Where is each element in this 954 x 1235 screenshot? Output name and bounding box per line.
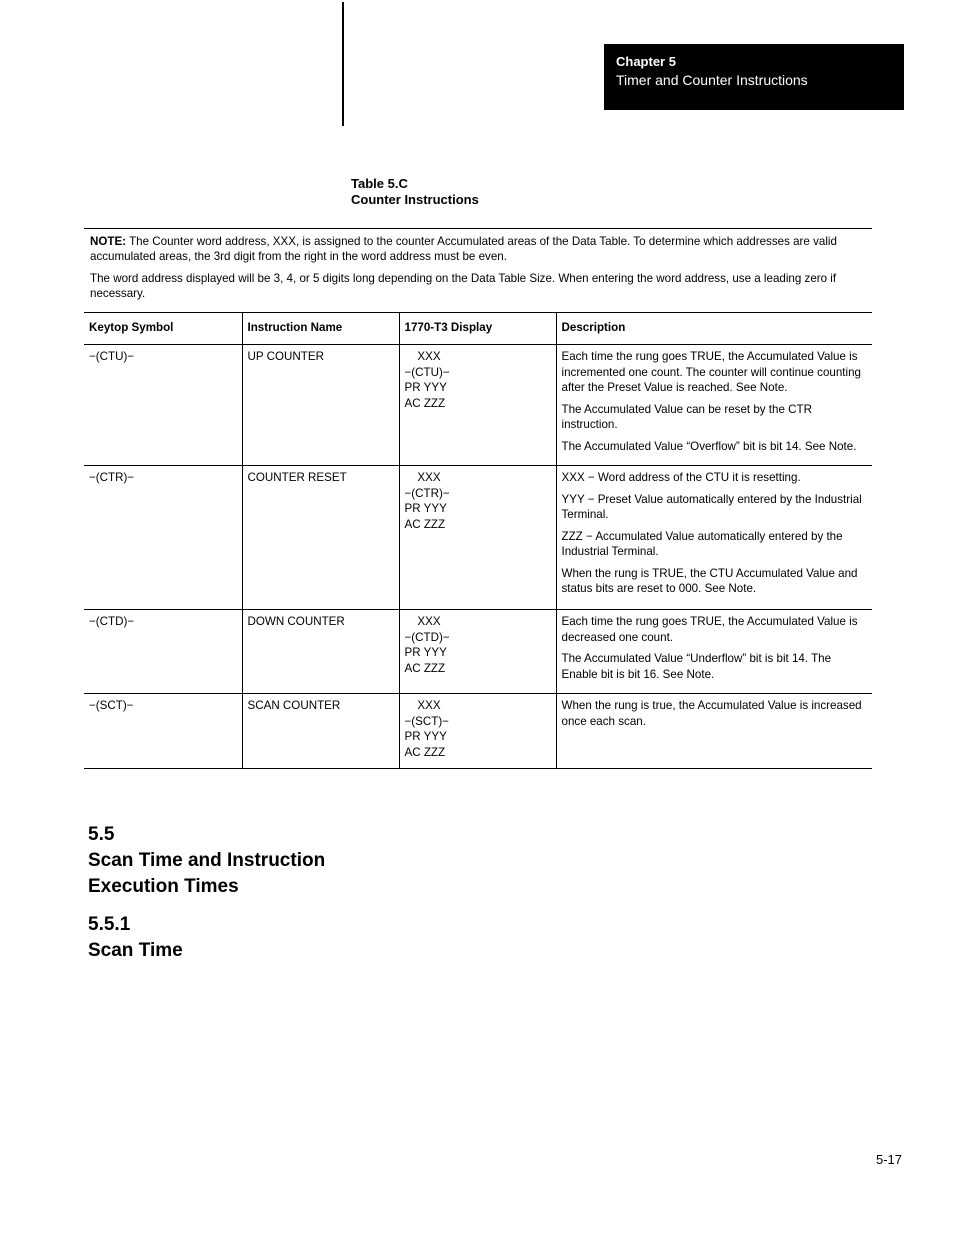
- section-title-line: Execution Times: [88, 876, 239, 897]
- display-cell: [399, 466, 556, 610]
- section-title: Scan Time: [88, 940, 183, 961]
- display-accum: AC ZZZ: [404, 517, 446, 531]
- table-number: Table 5.C: [351, 176, 408, 191]
- display-accum: AC ZZZ: [404, 661, 446, 675]
- display-preset: PR YYY: [404, 381, 447, 394]
- description-text: The Accumulated Value can be reset by the CTR instruction.: [561, 402, 812, 431]
- display-mnemonic: −(CTU)−: [404, 365, 450, 379]
- display-preset: PR YYY: [404, 646, 447, 659]
- note-block: [84, 228, 872, 308]
- section-title-line: Scan Time and Instruction: [88, 850, 326, 871]
- table-caption: [351, 176, 479, 208]
- description-cell: [556, 345, 872, 466]
- display-address: XXX: [404, 615, 441, 628]
- description-text: Each time the rung goes TRUE, the Accumulated Value is incremented one count. The counter will continue counting after the Preset Value is reached. See Note.: [561, 350, 861, 394]
- display-address: XXX: [404, 699, 441, 712]
- note-paragraph-2: The word address displayed will be 3, 4, or 5 digits long depending on the Data Table Size. When entering the word address, use a leading zero if necessary.: [90, 272, 837, 300]
- display-mnemonic: −(SCT)−: [404, 714, 449, 728]
- display-address: XXX: [404, 350, 441, 363]
- display-address: XXX: [404, 471, 441, 484]
- name-cell: SCAN COUNTER: [242, 694, 399, 769]
- header-display: 1770-T3 Display: [399, 313, 556, 345]
- name-cell: UP COUNTER: [242, 345, 399, 466]
- table-title: Counter Instructions: [351, 192, 479, 207]
- page-number: 5-17: [876, 1152, 903, 1167]
- display-preset: PR YYY: [404, 502, 447, 515]
- description-text: Each time the rung goes TRUE, the Accumulated Value is decreased one count.: [561, 615, 858, 644]
- description-text: When the rung is true, the Accumulated Value is increased once each scan.: [561, 699, 862, 728]
- display-cell: [399, 345, 556, 466]
- header-keytop-symbol: Keytop Symbol: [89, 321, 174, 334]
- section-5-5-heading: [88, 822, 325, 900]
- description-cell: [556, 694, 872, 769]
- description-text: YYY − Preset Value automatically entered by the Industrial Terminal.: [561, 492, 862, 521]
- header-instruction-name: Instruction Name: [242, 313, 399, 345]
- section-5-5-1-heading: [88, 912, 183, 964]
- display-accum: AC ZZZ: [404, 396, 446, 410]
- chapter-number: Chapter 5: [616, 54, 676, 69]
- name-cell: COUNTER RESET: [242, 466, 399, 610]
- display-mnemonic: −(CTR)−: [404, 486, 450, 500]
- display-cell: [399, 694, 556, 769]
- display-accum: AC ZZZ: [404, 745, 446, 759]
- table-row: [84, 694, 872, 769]
- table-header-row: [84, 313, 872, 345]
- table-row: [84, 610, 872, 694]
- chapter-title: Timer and Counter Instructions: [616, 72, 808, 88]
- section-number: 5.5: [88, 824, 115, 845]
- keytop-cell: −(SCT)−: [89, 699, 134, 712]
- margin-rule: [342, 2, 344, 126]
- keytop-cell: −(CTD)−: [89, 615, 135, 628]
- header-description: Description: [556, 313, 872, 345]
- name-cell: DOWN COUNTER: [242, 610, 399, 694]
- note-label: NOTE:: [90, 235, 127, 248]
- description-cell: [556, 610, 872, 694]
- note-paragraph: [90, 234, 866, 264]
- table-row: [84, 466, 872, 610]
- description-text: When the rung is TRUE, the CTU Accumulated Value and status bits are reset to 000. See Note.: [561, 566, 858, 595]
- description-cell: [556, 466, 872, 610]
- note-text: The Counter word address, XXX, is assigned to the counter Accumulated areas of the Data Table. To determine which addresses are valid accumulated areas, the 3rd digit from the right in the word address must be even.: [90, 235, 837, 263]
- description-text: The Accumulated Value “Underflow” bit is bit 14. The Enable bit is bit 16. See Note.: [561, 652, 832, 681]
- display-mnemonic: −(CTD)−: [404, 630, 450, 644]
- table-row: [84, 345, 872, 466]
- description-text: XXX − Word address of the CTU it is resetting.: [561, 471, 801, 484]
- display-cell: [399, 610, 556, 694]
- counter-instructions-table: [84, 312, 872, 769]
- keytop-cell: −(CTU)−: [89, 350, 135, 363]
- chapter-header: [604, 44, 904, 110]
- display-preset: PR YYY: [404, 730, 447, 743]
- keytop-cell: −(CTR)−: [89, 471, 135, 484]
- description-text: ZZZ − Accumulated Value automatically entered by the Industrial Terminal.: [561, 529, 843, 558]
- section-number: 5.5.1: [88, 914, 131, 935]
- description-text: The Accumulated Value “Overflow” bit is bit 14. See Note.: [561, 439, 857, 453]
